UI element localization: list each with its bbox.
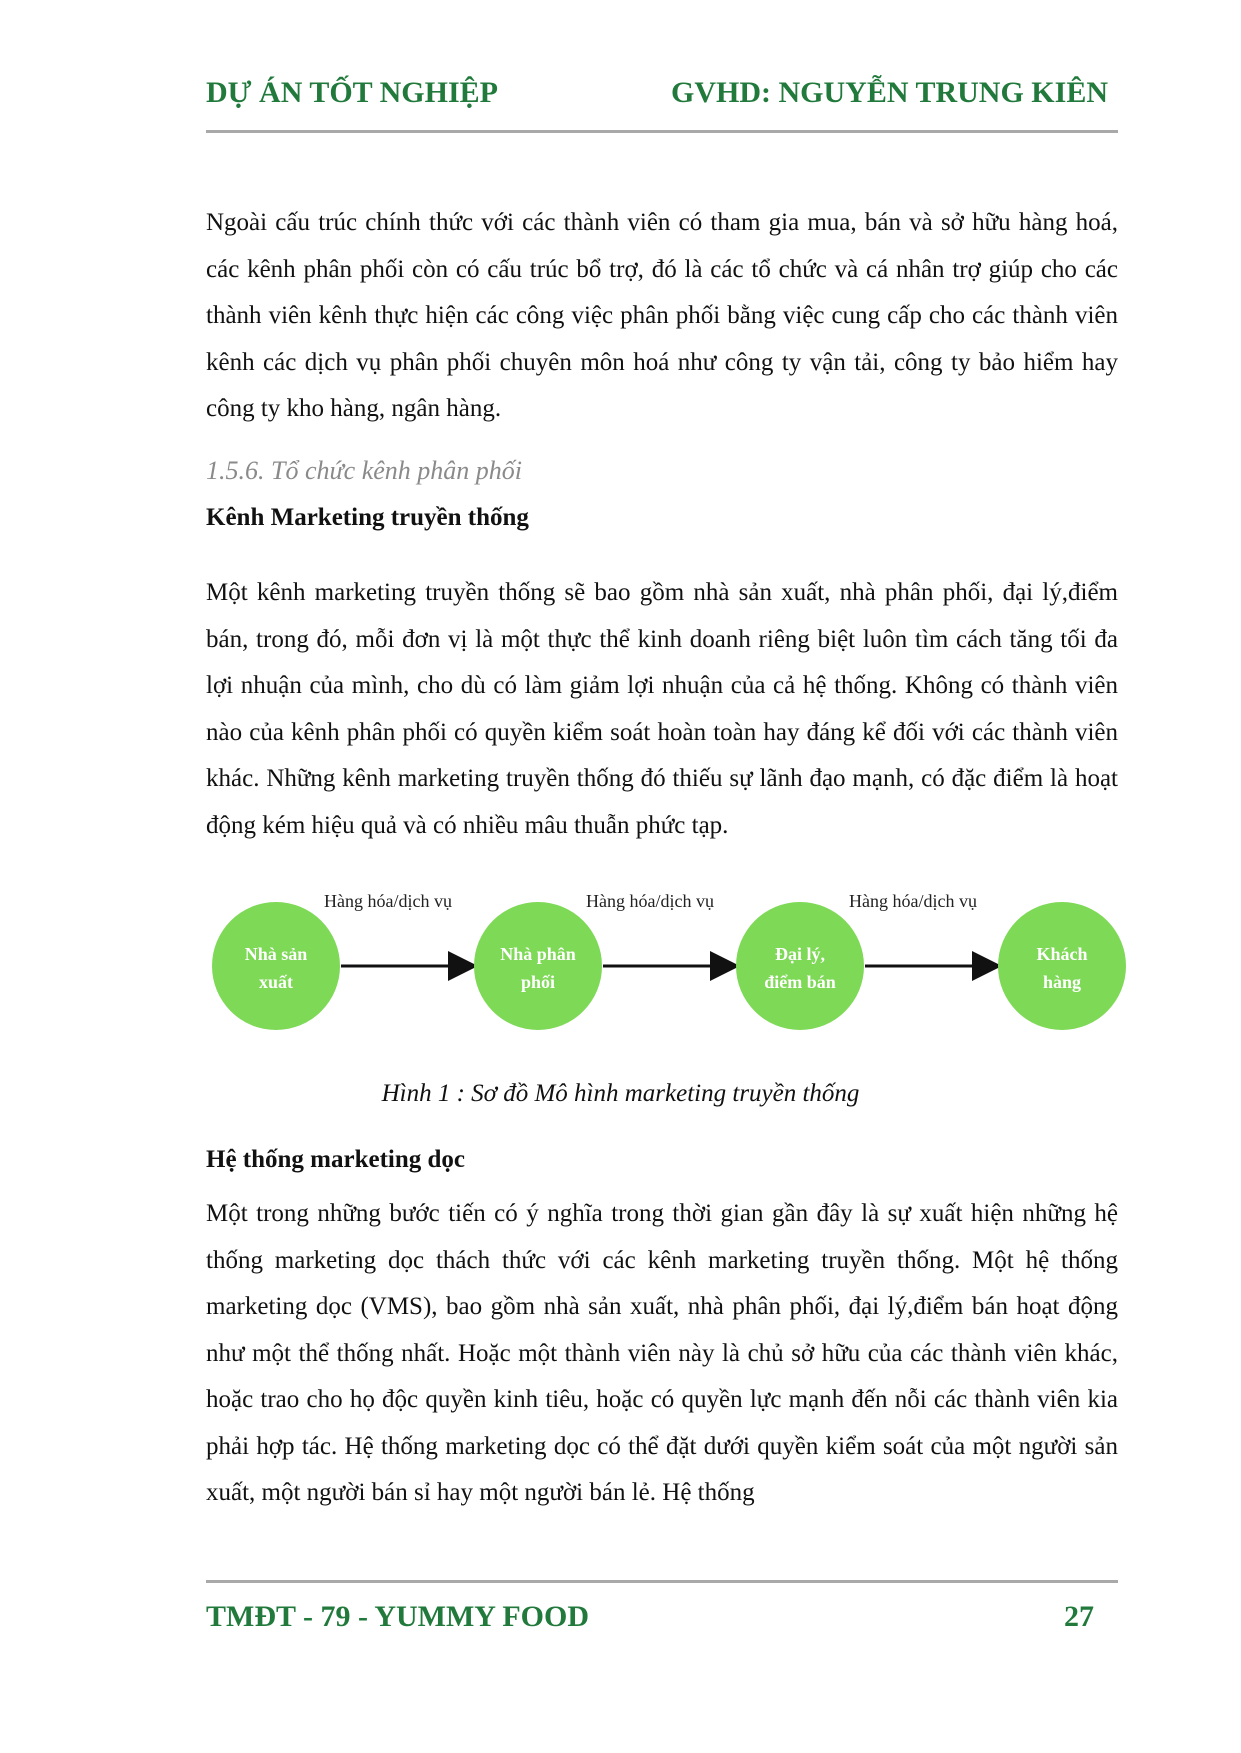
node-agent-line2: điểm bán <box>764 972 836 992</box>
diagram-edge-1 <box>324 891 472 966</box>
header-supervisor: GVHD: NGUYỄN TRUNG KIÊN <box>671 76 1108 109</box>
heading-vertical-marketing: Hệ thống marketing dọc <box>206 1146 466 1173</box>
edge-label-3: Hàng hóa/dịch vụ <box>849 891 977 911</box>
edge-label-1: Hàng hóa/dịch vụ <box>324 891 452 911</box>
node-customer-line2: hàng <box>1042 972 1082 992</box>
page-header <box>206 70 1118 118</box>
edge-label-2: Hàng hóa/dịch vụ <box>586 891 714 911</box>
heading-traditional-channel: Kênh Marketing truyền thống <box>206 504 529 531</box>
footer-rule <box>206 1580 1118 1583</box>
page-number: 27 <box>1064 1600 1094 1633</box>
figure-caption: Hình 1 : Sơ đồ Mô hình marketing truyền thống <box>381 1080 860 1107</box>
node-distributor-line2: phối <box>520 972 556 992</box>
distribution-channel-diagram <box>210 872 1135 1032</box>
node-customer <box>998 902 1126 1030</box>
header-rule <box>206 130 1118 133</box>
node-manufacturer <box>212 902 340 1030</box>
paragraph-vertical-marketing: Một trong những bước tiến có ý nghĩa trong thời gian gần đây là sự xuất hiện những hệ thống marketing dọc thách thức với các kênh marketing truyền thống. Một hệ thống marketing dọc (VMS), bao gồm nhà sản xuất, nhà phân phối, đại lý,điểm bán hoạt động như một thể thống nhất. Hoặc một thành viên này là chủ sở hữu của các thành viên khác, hoặc trao cho họ độc quyền kinh tiêu, hoặc có quyền lực mạnh đến nỗi các thành viên kia phải hợp tác. Hệ thống marketing dọc có thể đặt dưới quyền kiểm soát của một người sản xuất, một người bán sỉ hay một người bán lẻ. Hệ thống <box>206 1200 1118 1506</box>
diagram-edge-3 <box>849 891 996 966</box>
node-agent-line1: Đại lý, <box>774 944 826 964</box>
node-manufacturer-line1: Nhà sản <box>244 944 308 964</box>
subsection-title: 1.5.6. Tổ chức kênh phân phối <box>206 456 523 485</box>
paragraph-traditional-channel: Một kênh marketing truyền thống sẽ bao gồm nhà sản xuất, nhà phân phối, đại lý,điểm bán, trong đó, mỗi đơn vị là một thực thể kinh doanh riêng biệt luôn tìm cách tăng tối đa lợi nhuận của mình, cho dù có làm giảm lợi nhuận của cả hệ thống. Không có thành viên nào của kênh phân phối có quyền kiểm soát hoàn toàn hay đáng kể đối với các thành viên khác. Những kênh marketing truyền thống đó thiếu sự lãnh đạo mạnh, có đặc điểm là hoạt động kém hiệu quả và có nhiều mâu thuẫn phức tạp. <box>206 579 1118 839</box>
node-distributor <box>474 902 602 1030</box>
header-project-title: DỰ ÁN TỐT NGHIỆP <box>206 76 498 109</box>
node-customer-line1: Khách <box>1036 944 1088 964</box>
footer-project-name: TMĐT - 79 - YUMMY FOOD <box>206 1600 589 1633</box>
node-agent-retailer <box>736 902 864 1030</box>
page-footer <box>206 1596 1118 1640</box>
node-manufacturer-line2: xuất <box>258 972 294 992</box>
diagram-edge-2 <box>586 891 734 966</box>
node-distributor-line1: Nhà phân <box>500 944 576 964</box>
paragraph-supporting-structure: Ngoài cấu trúc chính thức với các thành viên có tham gia mua, bán và sở hữu hàng hoá, các kênh phân phối còn có cấu trúc bổ trợ, đó là các tổ chức và cá nhân trợ giúp cho các thành viên kênh thực hiện các công việc phân phối bằng việc cung cấp cho các thành viên kênh các dịch vụ phân phối chuyên môn hoá như công ty vận tải, công ty bảo hiểm hay công ty kho hàng, ngân hàng. <box>206 209 1118 422</box>
